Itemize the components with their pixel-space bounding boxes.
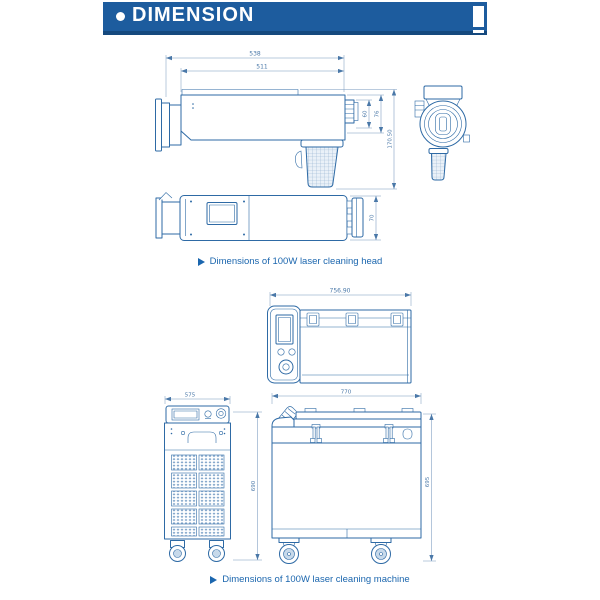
head-side-view-drawing — [156, 51, 398, 190]
head-drawing-caption — [150, 256, 430, 267]
lid-latch — [391, 313, 403, 326]
dim-label-head-rear-connector-height: 60 — [362, 110, 369, 118]
head-front-view-drawing — [415, 86, 470, 180]
caption-arrow-icon — [210, 576, 217, 584]
caster-wheel — [371, 538, 391, 564]
lid-latch — [346, 313, 358, 326]
dim-label-head-top-width: 70 — [369, 214, 376, 222]
dim-label-machine-front-width: 575 — [184, 392, 196, 399]
dim-label-machine-front-height: 690 — [251, 480, 257, 492]
head-top-view-drawing — [156, 193, 381, 241]
dim-label-machine-side-length: 770 — [340, 389, 352, 396]
dim-label-machine-top-length: 756.90 — [329, 287, 351, 295]
dim-label-machine-side-height: 695 — [425, 476, 431, 488]
dim-label-head-total-length: 538 — [249, 50, 261, 58]
machine-drawing-caption — [160, 574, 460, 585]
dim-label-head-total-height: 170.50 — [387, 129, 394, 149]
dim-label-head-body-length: 511 — [256, 63, 268, 71]
machine-front-view-drawing — [165, 393, 263, 562]
caption-text: Dimensions of 100W laser cleaning machine — [222, 574, 410, 585]
section-title: DIMENSION — [132, 4, 255, 26]
dim-label-head-rear-body-height: 76 — [374, 110, 381, 118]
caption-arrow-icon — [198, 258, 205, 266]
machine-side-view-drawing — [272, 390, 436, 564]
machine-top-view-drawing — [268, 288, 412, 384]
lid-latch — [307, 313, 319, 326]
caster-wheel — [209, 541, 225, 562]
caster-wheel — [279, 538, 299, 564]
caption-text: Dimensions of 100W laser cleaning head — [209, 256, 383, 267]
caster-wheel — [170, 541, 186, 562]
